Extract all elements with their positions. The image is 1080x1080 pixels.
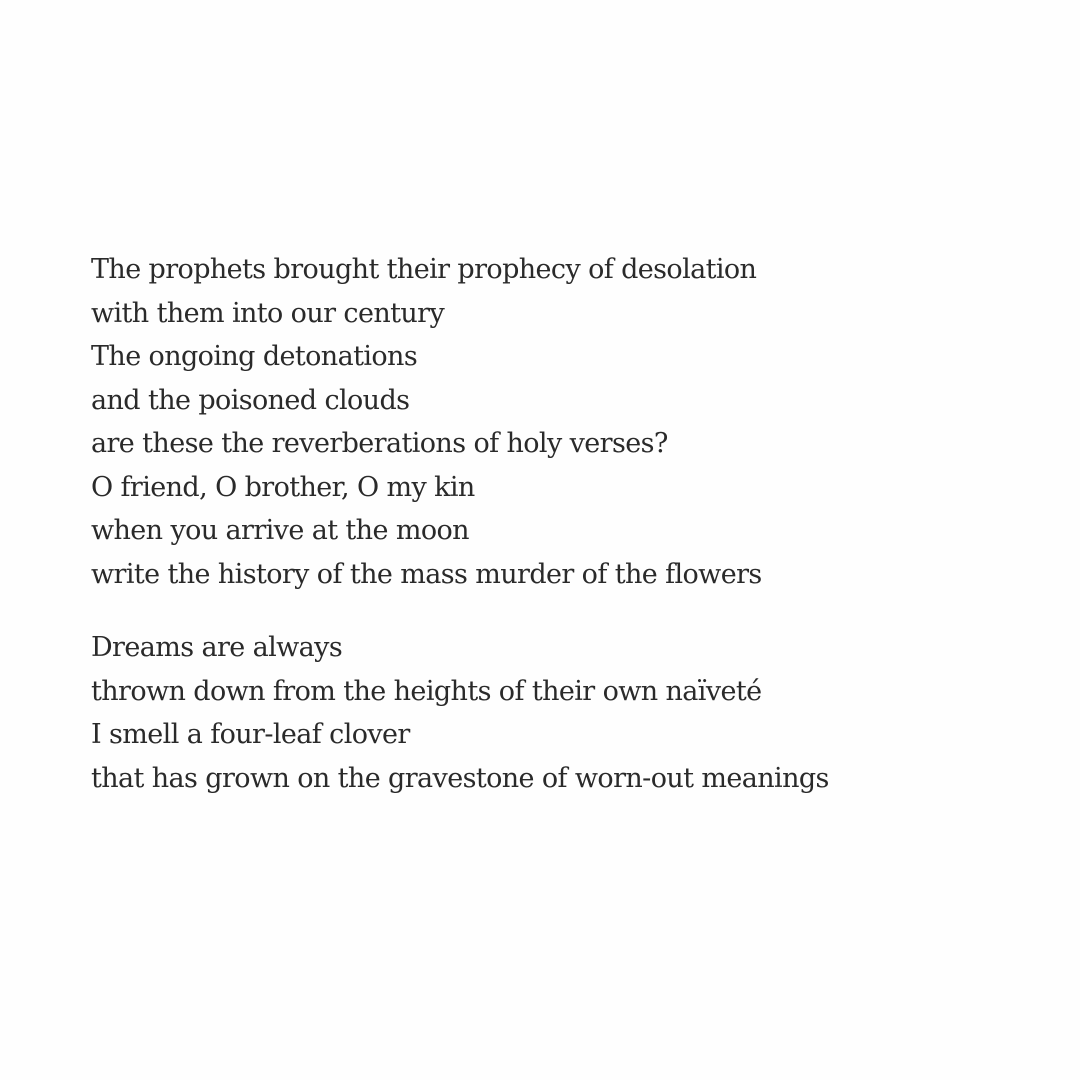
poem-line: thrown down from the heights of their own naïveté (91, 675, 762, 707)
poem-line: that has grown on the gravestone of worn-out meanings (91, 762, 829, 794)
poem-line: are these the reverberations of holy verses? (91, 428, 668, 459)
poem-line: The ongoing detonations (91, 341, 418, 372)
poem-line: Dreams are always (91, 632, 343, 663)
poem-line: with them into our century (91, 297, 445, 329)
stanza-2 (91, 626, 829, 800)
poem-line: O friend, O brother, O my kin (91, 471, 475, 503)
poem-line: and the poisoned clouds (91, 384, 410, 416)
poem-text (91, 248, 829, 800)
stanza-1 (91, 248, 829, 596)
poem-line: The prophets brought their prophecy of desolation (91, 254, 757, 285)
poem-line: I smell a four-leaf clover (91, 719, 410, 750)
poem-line: when you arrive at the moon (91, 515, 469, 546)
poem-line: write the history of the mass murder of the flowers (91, 558, 762, 590)
